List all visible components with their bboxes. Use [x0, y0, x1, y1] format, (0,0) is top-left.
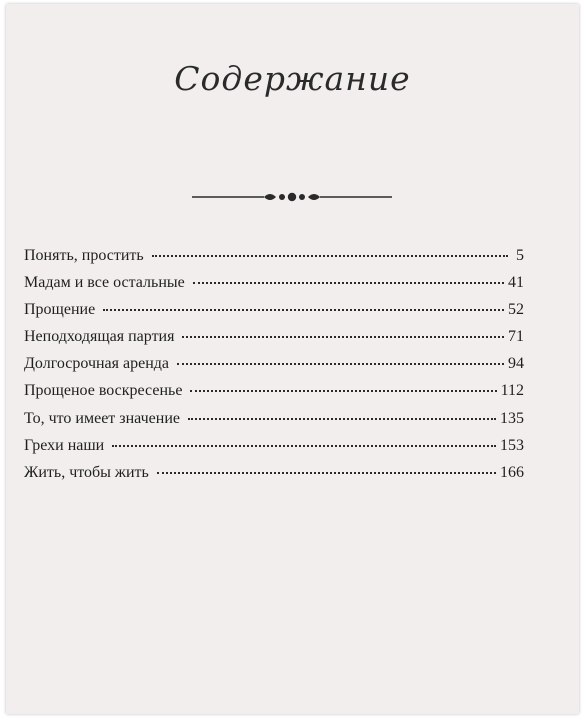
- dot-leader: [193, 282, 504, 284]
- toc-entry-page: 135: [500, 409, 524, 427]
- dot-leader: [152, 255, 508, 257]
- toc-entry-title: Неподходящая партия: [24, 328, 175, 346]
- dot-leader: [157, 472, 496, 474]
- toc-entry-page: 153: [500, 436, 524, 454]
- toc-entry: [24, 301, 524, 328]
- toc-entry-page: 166: [500, 463, 524, 481]
- toc-entry: [24, 437, 524, 464]
- toc-entry-title: Жить, чтобы жить: [24, 463, 149, 481]
- toc-entry: [24, 247, 524, 274]
- toc-entry: [24, 464, 524, 491]
- dot-leader: [188, 418, 496, 420]
- toc-entry-title: Долгосрочная аренда: [24, 355, 170, 373]
- toc-entry: [24, 355, 524, 382]
- dot-leader: [177, 363, 504, 365]
- toc-entry-title: Грехи наши: [24, 436, 105, 454]
- toc-entry-title: Прощение: [24, 301, 96, 319]
- toc-entry: [24, 382, 524, 409]
- toc-entry-title: Прощеное воскресенье: [24, 382, 183, 400]
- ornament-divider-icon: [192, 187, 392, 207]
- toc-entry-page: 5: [516, 247, 524, 264]
- toc-entry-page: 112: [500, 382, 524, 400]
- toc-entry-page: 94: [508, 355, 524, 373]
- toc-entry: [24, 274, 524, 301]
- toc-entry-page: 52: [508, 301, 524, 319]
- toc-entry-title: Мадам и все остальные: [24, 274, 185, 292]
- dot-leader: [190, 390, 496, 392]
- page-title: Содержание: [174, 59, 411, 98]
- table-of-contents: [24, 247, 524, 491]
- dot-leader: [103, 309, 504, 311]
- toc-entry-page: 71: [508, 328, 524, 346]
- toc-entry-page: 41: [508, 274, 524, 292]
- toc-entry: [24, 410, 524, 437]
- book-page: [6, 4, 579, 714]
- dot-leader: [182, 336, 504, 338]
- dot-leader: [112, 445, 496, 447]
- toc-entry-title: То, что имеет значение: [24, 409, 180, 427]
- toc-entry-title: Понять, простить: [24, 247, 144, 264]
- toc-entry: [24, 328, 524, 355]
